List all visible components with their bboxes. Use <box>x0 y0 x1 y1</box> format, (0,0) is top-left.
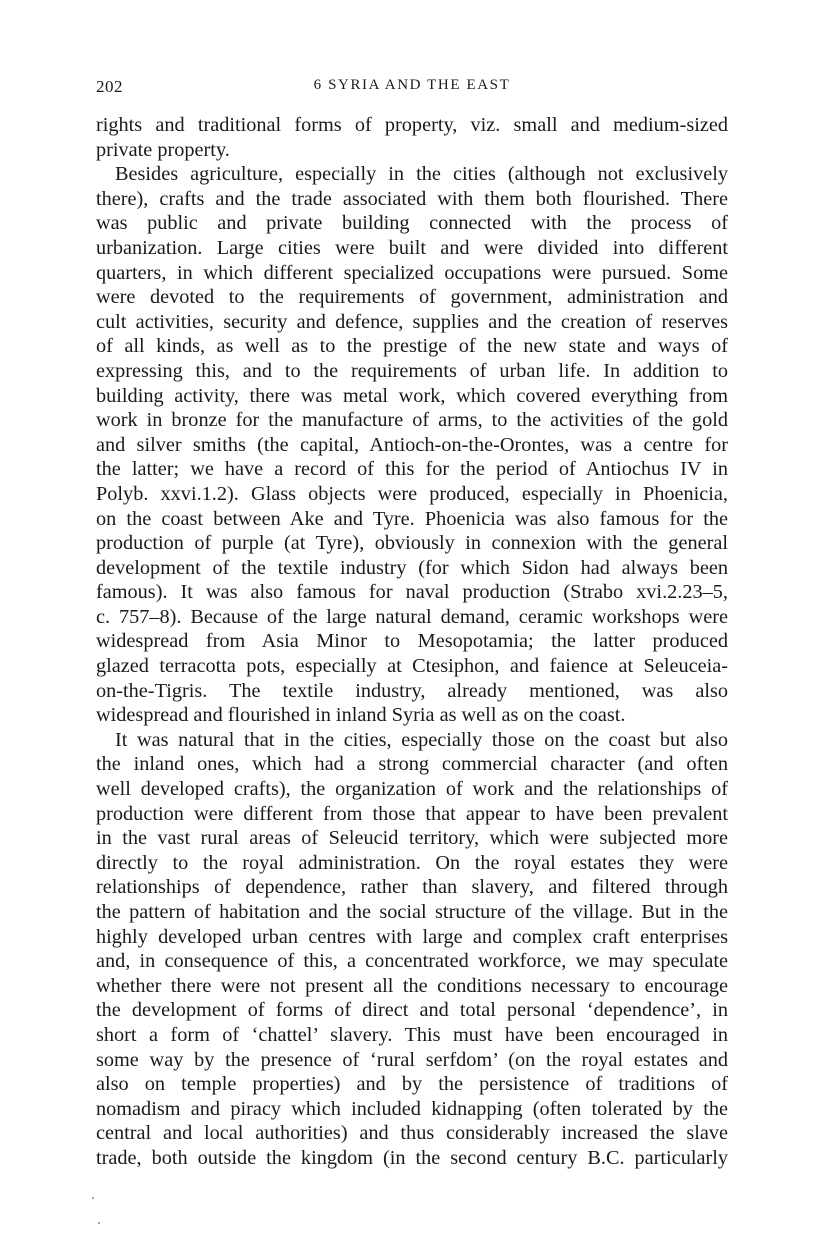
text-line: expressing this, and to the requirements of urban life. In addition to <box>96 359 728 382</box>
text-line: in the vast rural areas of Seleucid territory, which were subjected more <box>96 827 728 850</box>
text-line: rights and traditional forms of property, viz. small and medium-sized <box>96 114 728 136</box>
text-line: c. 757–8). Because of the large natural demand, ceramic workshops were <box>96 605 728 628</box>
text-line: was public and private building connected with the process of <box>96 212 728 235</box>
text-line: some way by the presence of ‘rural serfdom’ (on the royal estates and <box>96 1048 728 1071</box>
text-line: famous). It was also famous for naval production (Strabo xvi.2.23–5, <box>96 581 728 604</box>
text-line: the development of forms of direct and total personal ‘dependence’, in <box>96 999 728 1022</box>
body-text <box>96 113 728 1171</box>
text-line: the latter; we have a record of this for the period of Antiochus IV in <box>96 458 728 481</box>
text-line: highly developed urban centres with large and complex craft enterprises <box>96 925 728 948</box>
text-line: also on temple properties) and by the persistence of traditions of <box>96 1073 728 1096</box>
text-line: directly to the royal administration. On the royal estates they were <box>96 851 728 874</box>
text-line: Polyb. xxvi.1.2). Glass objects were produced, especially in Phoenicia, <box>96 482 728 505</box>
text-line: glazed terracotta pots, especially at Ctesiphon, and faience at Seleuceia- <box>96 655 728 678</box>
text-line: on the coast between Ake and Tyre. Phoenicia was also famous for the <box>96 507 728 530</box>
page-number: 202 <box>96 77 123 96</box>
text-line: private property. <box>96 138 230 161</box>
text-line: there), crafts and the trade associated with them both flourished. There <box>96 187 728 210</box>
scan-speck <box>92 1197 94 1199</box>
text-line: widespread from Asia Minor to Mesopotamia; the latter produced <box>96 630 728 653</box>
text-line: the pattern of habitation and the social structure of the village. But in the <box>96 901 728 923</box>
text-line: short a form of ‘chattel’ slavery. This must have been encouraged in <box>96 1023 728 1046</box>
text-line: building activity, there was metal work, which covered everything from <box>96 384 728 407</box>
text-line: trade, both outside the kingdom (in the second century B.C. particularly <box>96 1146 728 1169</box>
chapter-title: 6 SYRIA AND THE EAST <box>313 77 511 93</box>
text-line: quarters, in which different specialized occupations were pursued. Some <box>96 261 728 284</box>
text-line: of all kinds, as well as to the prestige of the new state and ways of <box>96 335 728 358</box>
text-line: on-the-Tigris. The textile industry, already mentioned, was also <box>96 679 728 702</box>
text-line: cult activities, security and defence, supplies and the creation of reserves <box>96 310 728 333</box>
text-line: well developed crafts), the organization of work and the relationships of <box>96 778 728 801</box>
text-line: the inland ones, which had a strong commercial character (and often <box>96 753 728 776</box>
text-line: development of the textile industry (for which Sidon had always been <box>96 556 728 579</box>
text-line: and, in consequence of this, a concentrated workforce, we may speculate <box>96 950 728 973</box>
text-line: work in bronze for the manufacture of arms, to the activities of the gold <box>96 409 728 432</box>
text-line: were devoted to the requirements of government, administration and <box>96 286 728 309</box>
text-line: It was natural that in the cities, especially those on the coast but also <box>115 728 728 751</box>
text-line: nomadism and piracy which included kidnapping (often tolerated by the <box>96 1097 728 1120</box>
text-line: production of purple (at Tyre), obviously in connexion with the general <box>96 532 728 555</box>
text-line: relationships of dependence, rather than slavery, and filtered through <box>96 876 728 899</box>
text-line: widespread and flourished in inland Syria as well as on the coast. <box>96 704 626 727</box>
running-head <box>96 77 728 101</box>
text-line: central and local authorities) and thus considerably increased the slave <box>96 1122 728 1145</box>
text-line: urbanization. Large cities were built and were divided into different <box>96 236 728 259</box>
text-line: whether there were not present all the conditions necessary to encourage <box>96 974 728 997</box>
text-line: production were different from those that appear to have been prevalent <box>96 802 728 825</box>
text-line: Besides agriculture, especially in the cities (although not exclusively <box>115 163 728 186</box>
text-line: and silver smiths (the capital, Antioch-on-the-Orontes, was a centre for <box>96 433 728 456</box>
scan-speck <box>98 1222 100 1224</box>
